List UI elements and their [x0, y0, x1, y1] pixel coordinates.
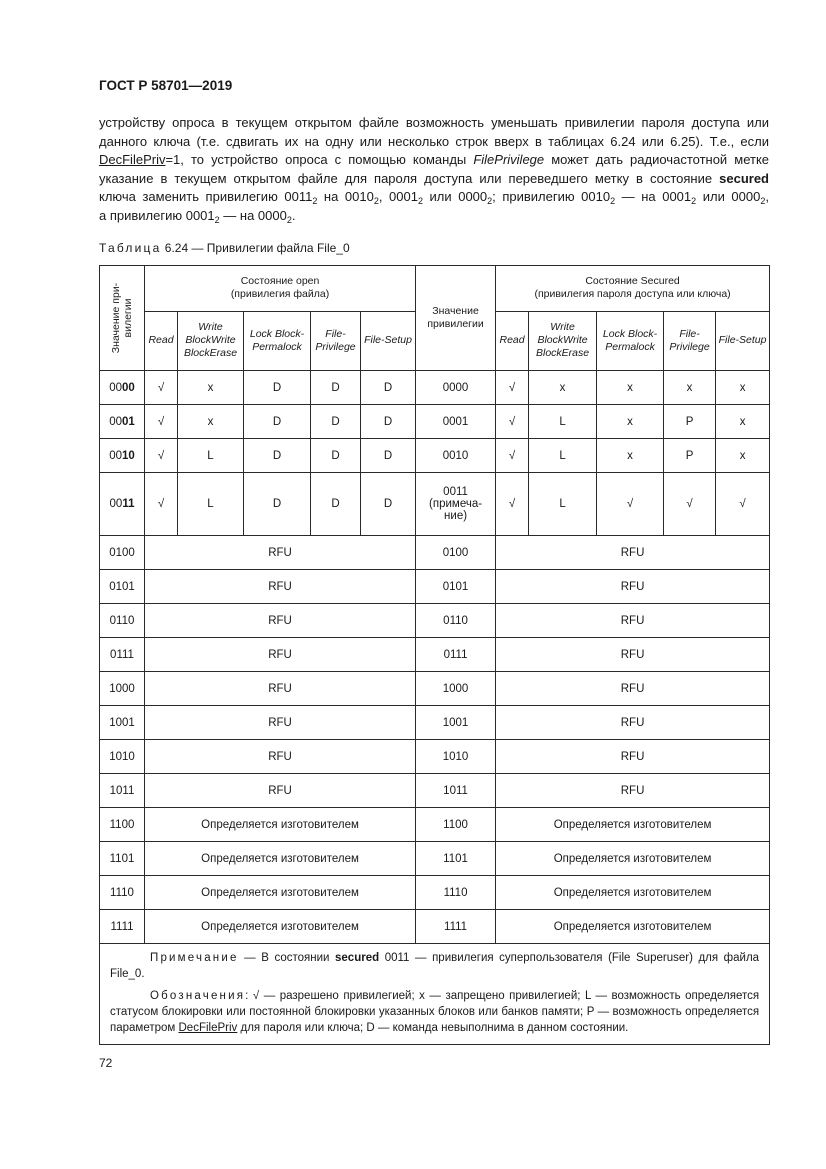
secured-span-cell: RFU — [496, 672, 770, 706]
value-column-header: Значение при- вилегии — [100, 266, 145, 371]
secured-span-cell: RFU — [496, 706, 770, 740]
secured-cell: √ — [664, 473, 716, 536]
privilege-value: 1111 — [416, 910, 496, 944]
secured-cell: √ — [496, 473, 529, 536]
open-write-header: Write BlockWrite BlockErase — [178, 311, 244, 370]
privilege-code: 0101 — [100, 570, 145, 604]
privilege-code: 1100 — [100, 808, 145, 842]
page-number: 72 — [99, 1056, 113, 1070]
secured-write-header: Write BlockWrite BlockErase — [529, 311, 597, 370]
table-row — [100, 842, 770, 876]
table-row — [100, 570, 770, 604]
table-row — [100, 740, 770, 774]
table-caption — [99, 241, 350, 255]
open-read-header: Read — [145, 311, 178, 370]
secured-cell: P — [664, 405, 716, 439]
secured-span-cell: RFU — [496, 604, 770, 638]
table-row — [100, 706, 770, 740]
table-row — [100, 604, 770, 638]
body-line-5: ключа заменить привилегию $0011_2$ на $0010_2$, $0001_2$ или $0000_2$; привилегию $0010_2$ — на $0001_2$ или $0000_2$, — [99, 189, 769, 207]
open-cell: L — [178, 439, 244, 473]
privilege-value: 0011 (примеча-ние) — [416, 473, 496, 536]
privilege-code: 0001 — [100, 405, 145, 439]
secured-cell: √ — [597, 473, 664, 536]
table-row — [100, 405, 770, 439]
open-cell: D — [244, 405, 311, 439]
open-filepriv-header: File-Privilege — [311, 311, 361, 370]
open-cell: D — [361, 439, 416, 473]
secured-cell: x — [716, 405, 770, 439]
open-cell: x — [178, 405, 244, 439]
secured-cell: x — [597, 371, 664, 405]
document-header: ГОСТ Р 58701—2019 — [99, 78, 233, 93]
open-span-cell: Определяется изготовителем — [145, 910, 416, 944]
privilege-code: 1011 — [100, 774, 145, 808]
privilege-value: 1010 — [416, 740, 496, 774]
table-row — [100, 876, 770, 910]
open-span-cell: RFU — [145, 604, 416, 638]
open-cell: D — [361, 371, 416, 405]
secured-cell: √ — [496, 371, 529, 405]
secured-span-cell: RFU — [496, 740, 770, 774]
secured-cell: x — [529, 371, 597, 405]
caption-label: Таблица — [99, 241, 162, 255]
secured-span-cell: Определяется изготовителем — [496, 876, 770, 910]
open-span-cell: Определяется изготовителем — [145, 842, 416, 876]
secured-lock-header: Lock Block-Permalock — [597, 311, 664, 370]
privilege-value-header: Значение привилегии — [416, 266, 496, 371]
note-cell — [100, 944, 770, 1045]
open-cell: D — [361, 473, 416, 536]
table-row — [100, 638, 770, 672]
body-line-1: устройству опроса в текущем открытом файле возможность уменьшать привилегии пароля доступа или — [99, 115, 769, 130]
privilege-code: 1001 — [100, 706, 145, 740]
open-cell: D — [244, 371, 311, 405]
note-row — [100, 944, 770, 1045]
privilege-code: 0100 — [100, 536, 145, 570]
secured-state-header: Состояние Secured (привилегия пароля доступа или ключа) — [496, 266, 770, 312]
secured-span-cell: Определяется изготовителем — [496, 910, 770, 944]
secured-cell: P — [664, 439, 716, 473]
table-row — [100, 439, 770, 473]
secured-filepriv-header: File-Privilege — [664, 311, 716, 370]
privilege-value: 0110 — [416, 604, 496, 638]
secured-span-cell: Определяется изготовителем — [496, 808, 770, 842]
privilege-value: 1000 — [416, 672, 496, 706]
open-span-cell: RFU — [145, 740, 416, 774]
secured-read-header: Read — [496, 311, 529, 370]
open-span-cell: RFU — [145, 536, 416, 570]
open-cell: D — [311, 473, 361, 536]
privilege-value: 0001 — [416, 405, 496, 439]
table-row — [100, 672, 770, 706]
privilege-value: 1001 — [416, 706, 496, 740]
privilege-code: 1000 — [100, 672, 145, 706]
open-span-cell: RFU — [145, 774, 416, 808]
secured-cell: x — [597, 405, 664, 439]
secured-cell: L — [529, 439, 597, 473]
body-paragraph — [99, 114, 769, 226]
privilege-value: 0101 — [416, 570, 496, 604]
secured-span-cell: RFU — [496, 570, 770, 604]
privilege-code: 0110 — [100, 604, 145, 638]
open-span-cell: RFU — [145, 672, 416, 706]
open-span-cell: RFU — [145, 706, 416, 740]
secured-span-cell: Определяется изготовителем — [496, 842, 770, 876]
privilege-value: 0111 — [416, 638, 496, 672]
privilege-value: 0000 — [416, 371, 496, 405]
privileges-table — [99, 265, 770, 1045]
secured-span-cell: RFU — [496, 536, 770, 570]
body-line-4: указание в текущем открытом файле для пароля доступа или переведшего метку в состояние secured — [99, 170, 769, 186]
note-paragraph: Примечание — В состоянии secured 0011 — привилегия суперпользователя (File Superuser) для файла File_0. — [110, 952, 760, 980]
privilege-value: 0100 — [416, 536, 496, 570]
open-cell: √ — [145, 405, 178, 439]
legend-paragraph: Обозначения: √ — разрешено привилегией; x — запрещено привилегией; L — возможность определяется статусом блокировки или постоянной блокировки указанных блоков или банков памяти; P — возможность определяется параметром DecFilePriv для пароля или ключа; D — команда невыполнима в данном состоянии. — [110, 990, 760, 1034]
secured-span-cell: RFU — [496, 638, 770, 672]
open-lock-header: Lock Block-Permalock — [244, 311, 311, 370]
privilege-value: 0010 — [416, 439, 496, 473]
privilege-value: 1100 — [416, 808, 496, 842]
secured-cell: √ — [716, 473, 770, 536]
body-line-3: DecFilePriv=1, то устройство опроса с помощью команды FilePrivilege может дать радиочастотной метке — [99, 152, 770, 168]
secured-term: secured — [719, 170, 769, 186]
table-row — [100, 536, 770, 570]
open-span-cell: Определяется изготовителем — [145, 808, 416, 842]
body-line-2: данного ключа (т.е. сдвигать их на одну или несколько строк вверх в таблицах 6.24 или 6.25). Т.е., если — [99, 133, 769, 149]
open-setup-header: File-Setup — [361, 311, 416, 370]
secured-cell: x — [597, 439, 664, 473]
open-cell: √ — [145, 473, 178, 536]
secured-cell: L — [529, 473, 597, 536]
open-cell: D — [311, 405, 361, 439]
table-row — [100, 371, 770, 405]
table-row — [100, 910, 770, 944]
body-line-6: а привилегию $0001_2$ — на $0000_2$. — [99, 207, 296, 225]
open-state-header: Состояние open (привилегия файла) — [145, 266, 416, 312]
secured-cell: x — [664, 371, 716, 405]
open-cell: L — [178, 473, 244, 536]
privilege-code: 1010 — [100, 740, 145, 774]
privilege-value: 1110 — [416, 876, 496, 910]
secured-cell: L — [529, 405, 597, 439]
privilege-value: 1101 — [416, 842, 496, 876]
secured-cell: √ — [496, 439, 529, 473]
open-span-cell: Определяется изготовителем — [145, 876, 416, 910]
open-cell: D — [244, 439, 311, 473]
privilege-code: 1111 — [100, 910, 145, 944]
table-row — [100, 774, 770, 808]
privilege-code: 0011 — [100, 473, 145, 536]
secured-cell: x — [716, 371, 770, 405]
open-cell: x — [178, 371, 244, 405]
privilege-code: 0000 — [100, 371, 145, 405]
fileprivilege-term: FilePrivilege — [473, 152, 545, 168]
secured-cell: √ — [496, 405, 529, 439]
privilege-code: 0111 — [100, 638, 145, 672]
secured-cell: x — [716, 439, 770, 473]
caption-text: 6.24 — Привилегии файла File_0 — [161, 241, 350, 255]
table-row — [100, 808, 770, 842]
decfilepriv-term: DecFilePriv — [99, 152, 166, 168]
privilege-code: 0010 — [100, 439, 145, 473]
privilege-code: 1110 — [100, 876, 145, 910]
legend-label: Обозначения — [150, 990, 246, 1002]
open-cell: D — [244, 473, 311, 536]
open-cell: √ — [145, 371, 178, 405]
secured-setup-header: File-Setup — [716, 311, 770, 370]
note-label: Примечание — [150, 952, 239, 964]
open-cell: D — [361, 405, 416, 439]
privilege-code: 1101 — [100, 842, 145, 876]
table-row — [100, 473, 770, 536]
open-cell: D — [311, 371, 361, 405]
open-span-cell: RFU — [145, 570, 416, 604]
privilege-value: 1011 — [416, 774, 496, 808]
open-cell: D — [311, 439, 361, 473]
secured-span-cell: RFU — [496, 774, 770, 808]
open-span-cell: RFU — [145, 638, 416, 672]
open-cell: √ — [145, 439, 178, 473]
